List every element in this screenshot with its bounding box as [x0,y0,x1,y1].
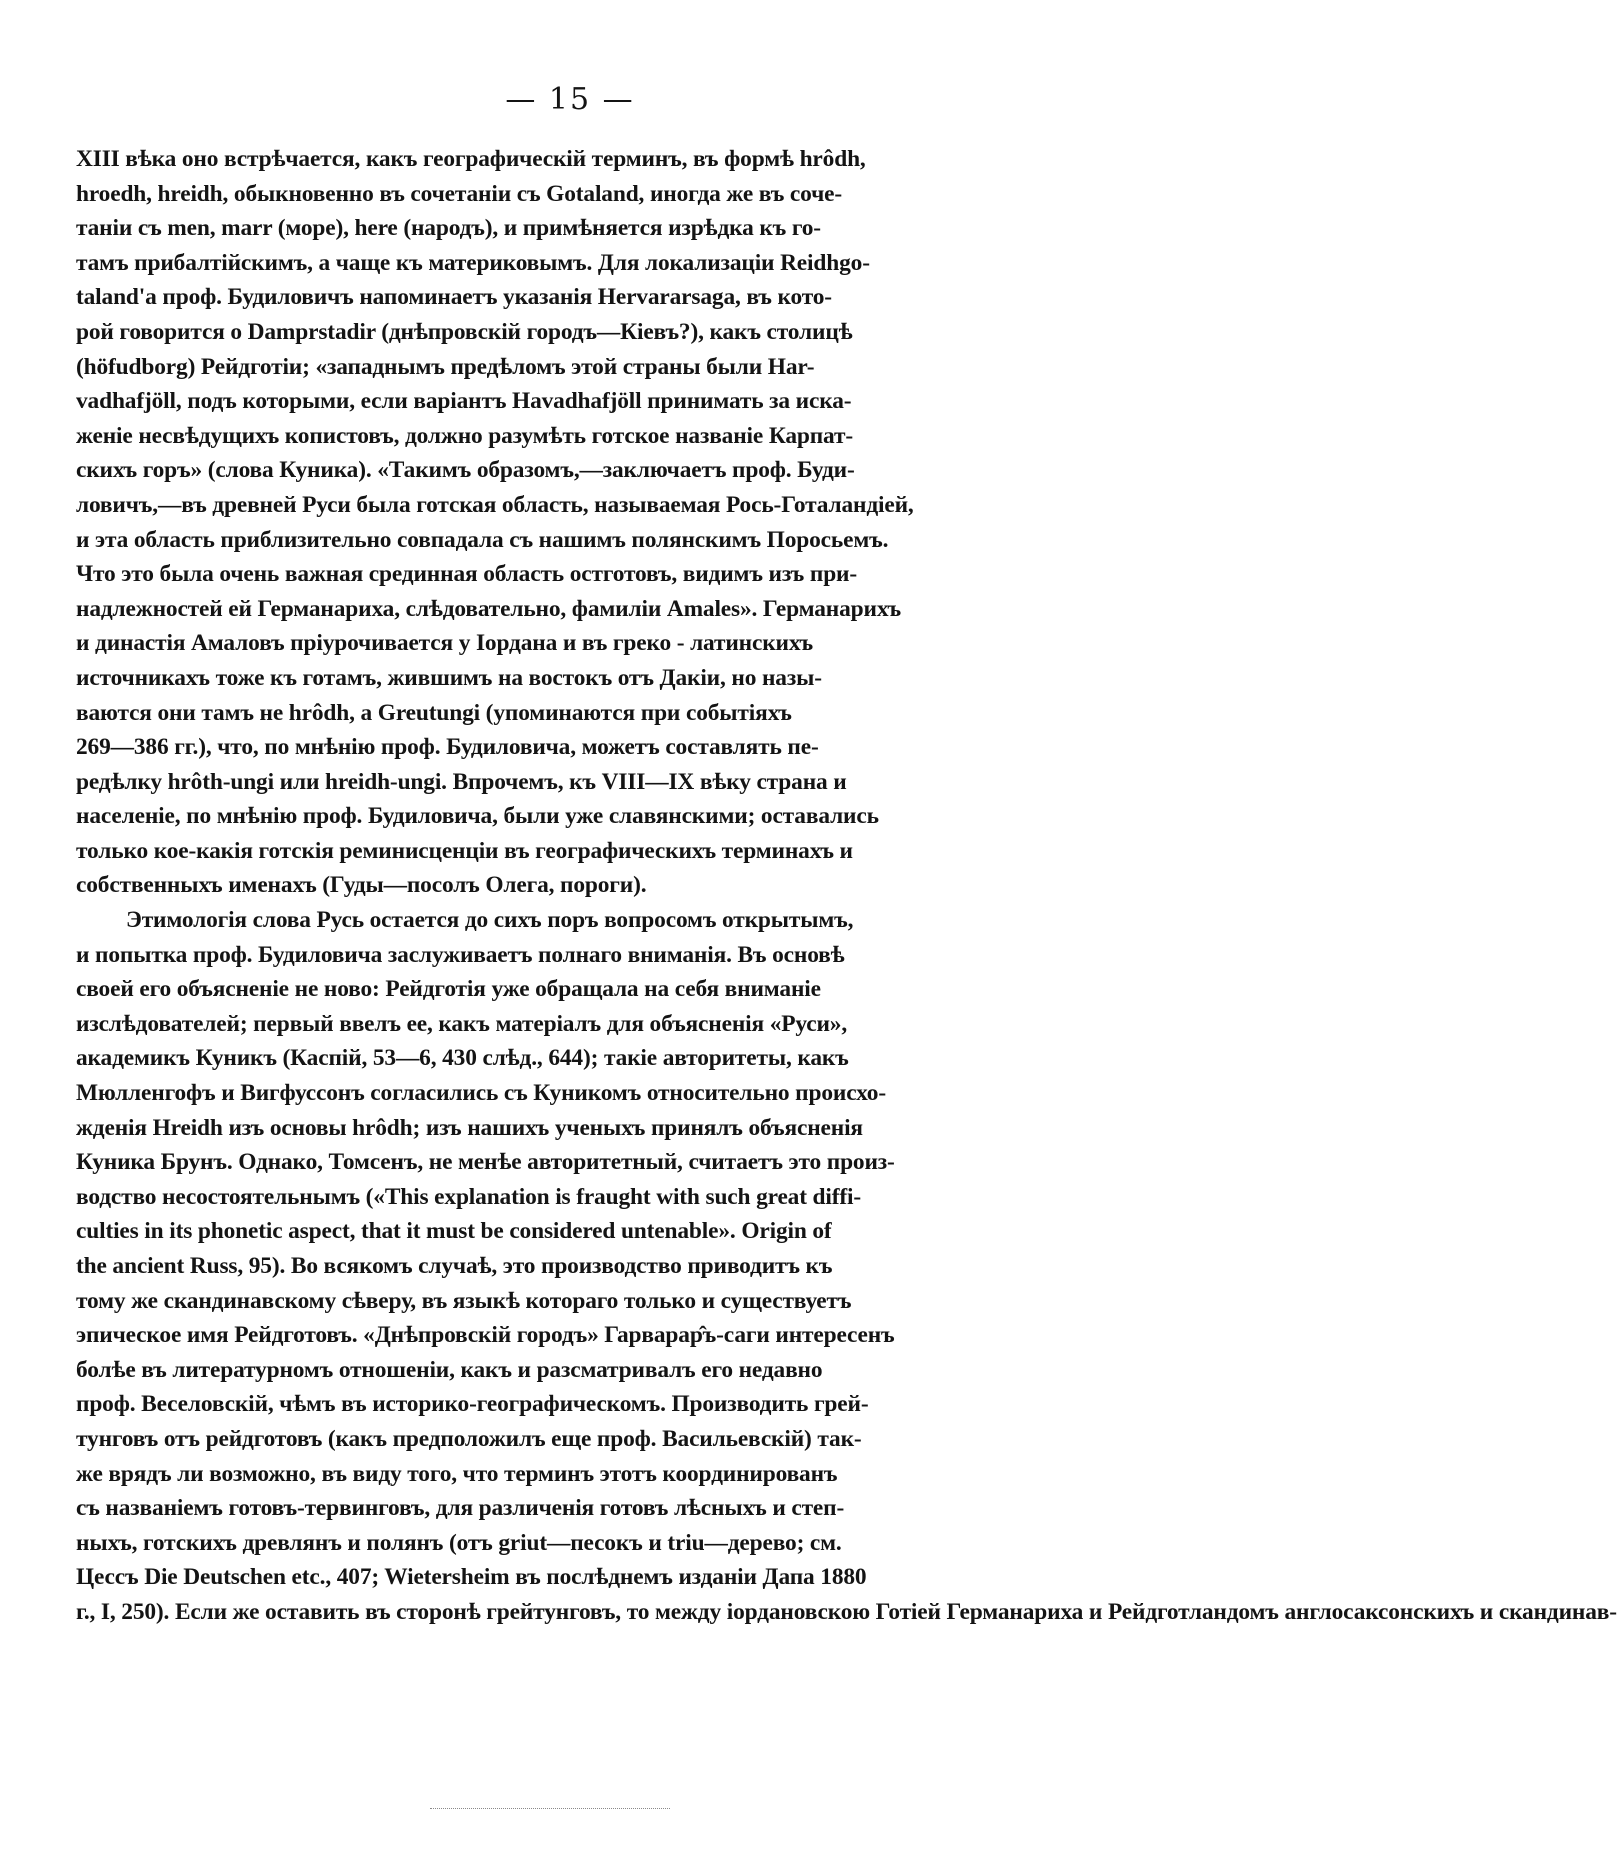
text-line: таніи съ men, marr (море), here (народъ), и примѣняется изрѣдка къ го- [76,215,821,242]
text-line: населеніе, по мнѣнію проф. Будиловича, были уже славянскими; оставались [76,803,879,830]
text-line: the ancient Russ, 95). Во всякомъ случаѣ, это производство приводитъ къ [76,1253,833,1279]
text-line: Этимологія слова Русь остается до сихъ поръ вопросомъ открытымъ, [126,907,854,934]
text-line: надлежностей ей Германариха, слѣдовательно, фамиліи Amales». Германарихъ [76,595,901,622]
text-line: тунговъ отъ рейдготовъ (какъ предположилъ еще проф. Васильевскій) так- [76,1425,862,1452]
text-line: редѣлку hrôth-ungi или hreidh-ungi. Впрочемъ, къ VIII—IX вѣку страна и [76,768,847,795]
text-line: (höfudborg) Рейдготіи; «западнымъ предѣломъ этой страны были Har- [76,353,815,380]
page-number: — 15 — [505,82,635,117]
text-line: только кое-какія готскія реминисценціи въ географическихъ терминахъ и [76,837,853,864]
text-line: hroedh, hreidh, обыкновенно въ сочетаніи съ Gotaland, иногда же въ соче- [76,180,842,207]
text-line: же врядъ ли возможно, въ виду того, что терминъ этотъ координированъ [76,1460,838,1487]
text-line: ныхъ, готскихъ древлянъ и полянъ (отъ griut—песокъ и triu—дерево; см. [76,1529,842,1556]
text-line: болѣе въ литературномъ отношеніи, какъ и разсматривалъ его недавно [76,1356,823,1383]
text-line: XIII вѣка оно встрѣчается, какъ географическій терминъ, въ формѣ hrôdh, [76,146,866,172]
text-body [76,142,1617,1630]
text-line: рой говорится о Damprstadir (днѣпровскій городъ—Кіевъ?), какъ столицѣ [76,318,853,345]
text-line: ловичъ,—въ древней Руси была готская область, называемая Рось-Готаландіей, [76,491,914,518]
text-line: жденія Hreidh изъ основы hrôdh; изъ нашихъ ученыхъ принялъ объясненія [76,1114,863,1141]
text-line: Мюлленгофъ и Вигфуссонъ согласились съ Куникомъ относительно происхо- [76,1080,886,1107]
text-line: съ названіемъ готовъ-тервинговъ, для различенія готовъ лѣсныхъ и степ- [76,1495,845,1522]
text-line: источникахъ тоже къ готамъ, жившимъ на востокъ отъ Дакіи, но назы- [76,664,822,691]
text-line: г., I, 250). Если же оставить въ сторонѣ грейтунговъ, то между іордановскою Готіей Германариха и Рейдготландомъ англосаксонскихъ и скандинав- [76,1598,1617,1625]
paragraph-1 [76,142,1068,903]
footer-divider [430,1808,670,1809]
text-line: водство несостоятельнымъ («This explanation is fraught with such great diffi- [76,1183,862,1210]
text-line: taland'а проф. Будиловичъ напоминаетъ указанія Hervararsaga, въ кото- [76,284,832,311]
text-line: vadhafjöll, подъ которыми, если варіантъ Havadhafjöll принимать за иска- [76,388,852,415]
text-line: академикъ Куникъ (Каспій, 53—6, 430 слѣд., 644); такіе авторитеты, какъ [76,1045,849,1072]
text-line: и эта область приблизительно совпадала съ нашимъ полянскимъ Поросьемъ. [76,526,889,553]
text-line: своей его объясненіе не ново: Рейдготія уже обращала на себя вниманіе [76,976,821,1003]
text-line: Цессъ Die Deutschen etc., 407; Wietersheim въ послѣднемъ изданіи Дапа 1880 [76,1564,867,1591]
text-line: эпическое имя Рейдготовъ. «Днѣпровскій городъ» Гарварар̂ъ-саги интересенъ [76,1322,895,1349]
text-line: culties in its phonetic aspect, that it must be considered untenable». Origin of [76,1218,832,1245]
text-line: и попытка проф. Будиловича заслуживаетъ полнаго вниманія. Въ основѣ [76,941,845,968]
text-line: Куника Брунъ. Однако, Томсенъ, не менѣе авторитетный, считаетъ это произ- [76,1149,895,1176]
text-line: тому же скандинавскому сѣверу, въ языкѣ котораго только и существуетъ [76,1287,852,1314]
text-line: женіе несвѣдущихъ копистовъ, должно разумѣть готское названіе Карпат- [76,422,853,449]
paragraph-2 [76,903,1617,1629]
text-line: тамъ прибалтійскимъ, а чаще къ материковымъ. Для локализаціи Reidhgo- [76,249,870,276]
text-line: собственныхъ именахъ (Гуды—посолъ Олега, пороги). [76,872,647,899]
text-line: Что это была очень важная срединная область остготовъ, видимъ изъ при- [76,561,858,588]
text-line: проф. Веселовскій, чѣмъ въ историко-географическомъ. Производить грей- [76,1391,869,1418]
text-line: ваются они тамъ не hrôdh, а Greutungi (упоминаются при событіяхъ [76,699,792,726]
text-line: и династія Амаловъ пріурочивается у Іордана и въ греко - латинскихъ [76,630,814,657]
text-line: скихъ горъ» (слова Куника). «Такимъ образомъ,—заключаетъ проф. Буди- [76,457,855,484]
text-line: изслѣдователей; первый ввелъ ее, какъ матеріалъ для объясненія «Руси», [76,1010,848,1037]
text-line: 269—386 гг.), что, по мнѣнію проф. Будиловича, можетъ составлять пе- [76,734,819,761]
